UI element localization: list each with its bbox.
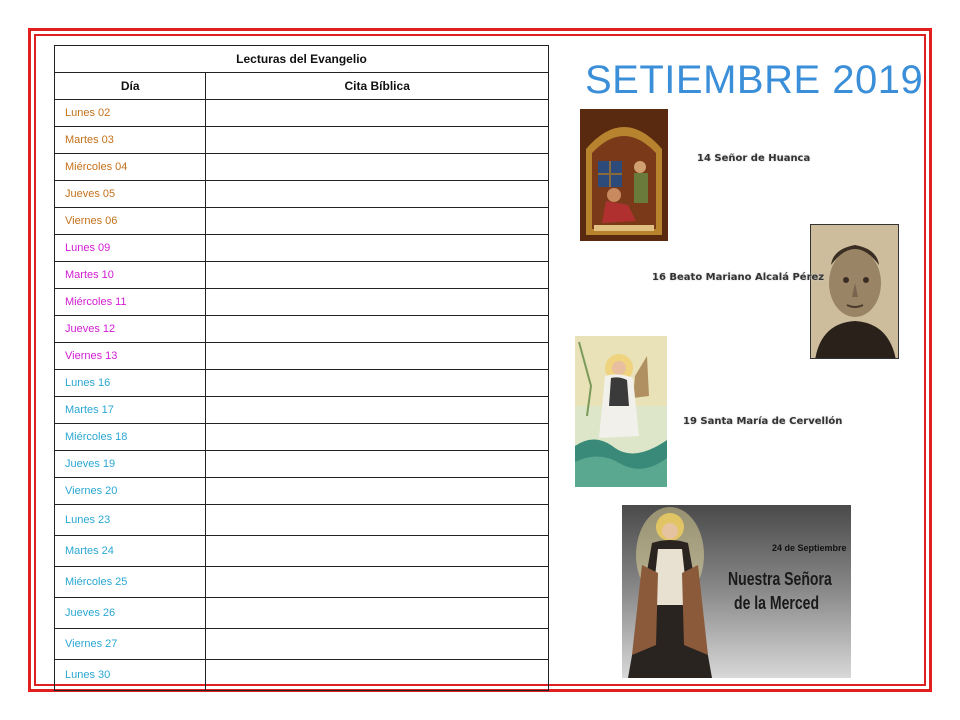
day-cell: Miércoles 25 [55, 567, 206, 598]
day-cell: Jueves 19 [55, 451, 206, 478]
cita-biblica-cell [206, 629, 549, 660]
cita-biblica-cell [206, 660, 549, 691]
day-cell: Martes 10 [55, 262, 206, 289]
cita-biblica-cell [206, 100, 549, 127]
cita-biblica-cell [206, 424, 549, 451]
table-row [55, 598, 549, 629]
merced-title-line2: de la Merced [734, 593, 820, 613]
day-cell: Lunes 02 [55, 100, 206, 127]
table-row [55, 208, 549, 235]
table-row [55, 235, 549, 262]
table-row [55, 397, 549, 424]
day-cell: Jueves 26 [55, 598, 206, 629]
day-cell: Lunes 23 [55, 505, 206, 536]
table-row [55, 343, 549, 370]
day-cell: Viernes 06 [55, 208, 206, 235]
table-row [55, 370, 549, 397]
table-row [55, 478, 549, 505]
caption-senor-de-huanca: 14 Señor de Huanca [697, 153, 811, 164]
day-cell: Martes 03 [55, 127, 206, 154]
cita-biblica-cell [206, 181, 549, 208]
table-row [55, 536, 549, 567]
cita-biblica-cell [206, 154, 549, 181]
day-cell: Martes 17 [55, 397, 206, 424]
day-cell: Lunes 16 [55, 370, 206, 397]
cita-biblica-cell [206, 262, 549, 289]
table-row [55, 100, 549, 127]
caption-santa-maria-de-cervellon: 19 Santa María de Cervellón [683, 416, 843, 427]
table-row [55, 629, 549, 660]
cita-biblica-cell [206, 235, 549, 262]
merced-title-line1: Nuestra Señora [728, 569, 832, 589]
day-cell: Lunes 09 [55, 235, 206, 262]
cita-biblica-cell [206, 127, 549, 154]
cita-biblica-cell [206, 505, 549, 536]
table-row [55, 181, 549, 208]
table-row [55, 567, 549, 598]
cita-biblica-cell [206, 567, 549, 598]
table-row [55, 262, 549, 289]
table-row [55, 451, 549, 478]
day-cell: Viernes 13 [55, 343, 206, 370]
table-title: Lecturas del Evangelio [55, 46, 549, 73]
day-cell: Jueves 12 [55, 316, 206, 343]
day-cell: Viernes 20 [55, 478, 206, 505]
table-row [55, 127, 549, 154]
table-row [55, 289, 549, 316]
nuestra-senora-de-la-merced-banner [622, 505, 851, 678]
cita-biblica-cell [206, 478, 549, 505]
cita-biblica-cell [206, 208, 549, 235]
table-row [55, 660, 549, 691]
day-cell: Miércoles 18 [55, 424, 206, 451]
cita-biblica-cell [206, 343, 549, 370]
cita-biblica-cell [206, 316, 549, 343]
day-cell: Jueves 05 [55, 181, 206, 208]
gospel-readings-table [54, 45, 549, 691]
day-cell: Miércoles 11 [55, 289, 206, 316]
beato-mariano-alcala-portrait [810, 224, 899, 359]
cita-biblica-cell [206, 289, 549, 316]
day-cell: Lunes 30 [55, 660, 206, 691]
santa-maria-de-cervellon-image [575, 336, 667, 487]
month-title: SETIEMBRE 2019 [585, 58, 924, 102]
day-cell: Martes 24 [55, 536, 206, 567]
cita-biblica-cell [206, 451, 549, 478]
merced-date: 24 de Septiembre [772, 543, 847, 553]
day-cell: Miércoles 04 [55, 154, 206, 181]
table-row [55, 424, 549, 451]
table-row [55, 154, 549, 181]
senor-de-huanca-image [580, 109, 668, 241]
cita-biblica-cell [206, 598, 549, 629]
caption-beato-mariano-alcala: 16 Beato Mariano Alcalá Pérez [652, 272, 825, 283]
cita-biblica-cell [206, 370, 549, 397]
cita-biblica-cell [206, 397, 549, 424]
column-header-cita: Cita Bíblica [206, 73, 549, 100]
cita-biblica-cell [206, 536, 549, 567]
day-cell: Viernes 27 [55, 629, 206, 660]
table-row [55, 316, 549, 343]
column-header-day: Día [55, 73, 206, 100]
table-row [55, 505, 549, 536]
